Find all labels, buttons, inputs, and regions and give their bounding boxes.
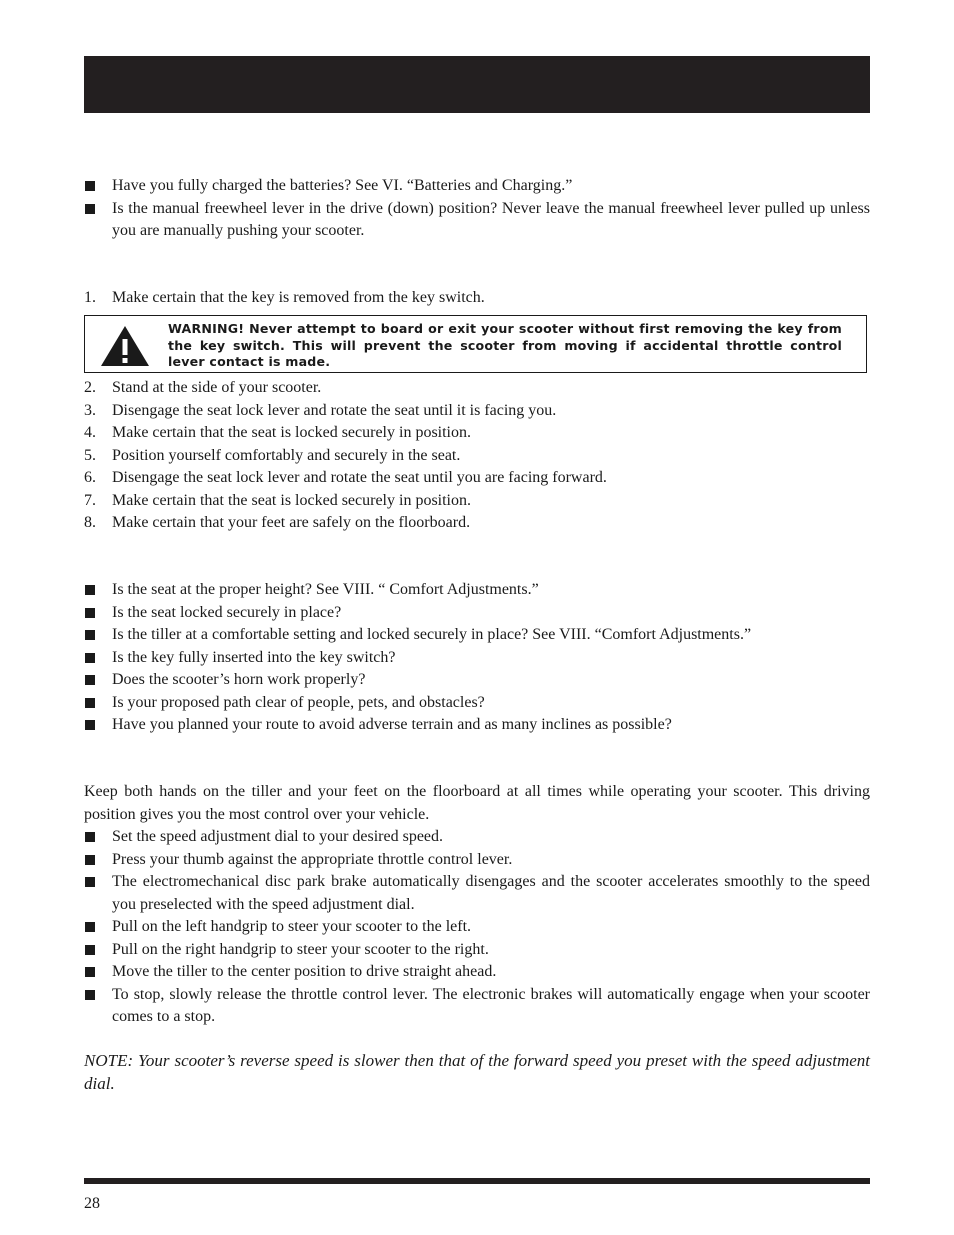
note-section xyxy=(84,1049,870,1095)
footer-rule xyxy=(84,1178,870,1184)
warning-triangle-icon xyxy=(100,325,150,367)
list-item: Is the key fully inserted into the key switch? xyxy=(84,647,870,670)
checks-list xyxy=(84,579,870,737)
driving-section xyxy=(84,781,870,1029)
step-number: 6. xyxy=(84,469,96,486)
list-item: Pull on the right handgrip to steer your scooter to the right. xyxy=(84,939,870,962)
step-number: 2. xyxy=(84,379,96,396)
list-item: Press your thumb against the appropriate throttle control lever. xyxy=(84,849,870,872)
prechecks-list xyxy=(84,175,870,243)
list-item: Set the speed adjustment dial to your desired speed. xyxy=(84,826,870,849)
driving-list xyxy=(84,826,870,1029)
list-item xyxy=(84,287,870,310)
list-item: To stop, slowly release the throttle control lever. The electronic brakes will automatically engage when your scooter comes to a stop. xyxy=(84,984,870,1029)
list-item: Move the tiller to the center position to drive straight ahead. xyxy=(84,961,870,984)
boarding-steps-start xyxy=(84,287,870,310)
note-text: NOTE: Your scooter’s reverse speed is slower then that of the forward speed you preset with the speed adjustment dial. xyxy=(84,1051,870,1093)
warning-text: WARNING! Never attempt to board or exit your scooter without first removing the key from the key switch. This will prevent the scooter from moving if accidental throttle control lever contact is made. xyxy=(168,321,842,369)
list-item xyxy=(84,490,870,513)
step-text: Disengage the seat lock lever and rotate the seat until you are facing forward. xyxy=(112,469,607,486)
step-text: Make certain that your feet are safely on the floorboard. xyxy=(112,514,471,531)
list-item xyxy=(84,467,870,490)
step-number: 7. xyxy=(84,491,96,509)
step-number: 3. xyxy=(84,401,96,419)
step-number: 4. xyxy=(84,424,96,441)
list-item: Does the scooter’s horn work properly? xyxy=(84,669,870,692)
step-text: Make certain that the seat is locked securely in position. xyxy=(112,424,471,441)
list-item: Is the seat at the proper height? See VIII. “ Comfort Adjustments.” xyxy=(84,579,870,602)
list-item: Is the tiller at a comfortable setting and locked securely in place? See VIII. “Comfort Adjustments.” xyxy=(84,624,870,647)
list-item: Is the manual freewheel lever in the drive (down) position? Never leave the manual freewheel lever pulled up unless you are manually pushing your scooter. xyxy=(84,198,870,243)
list-item xyxy=(84,445,870,468)
list-item xyxy=(84,422,870,445)
step-number: 1. xyxy=(84,289,96,306)
list-item: Have you fully charged the batteries? See VI. “Batteries and Charging.” xyxy=(84,175,870,198)
boarding-step-1 xyxy=(84,287,870,310)
list-item xyxy=(84,512,870,535)
boarding-steps-list xyxy=(84,377,870,535)
step-number: 8. xyxy=(84,514,96,531)
list-item: Have you planned your route to avoid adverse terrain and as many inclines as possible? xyxy=(84,714,870,737)
page-number: 28 xyxy=(84,1195,100,1212)
step-number: 5. xyxy=(84,446,96,464)
list-item: Is your proposed path clear of people, pets, and obstacles? xyxy=(84,692,870,715)
list-item: Is the seat locked securely in place? xyxy=(84,602,870,625)
driving-intro: Keep both hands on the tiller and your feet on the floorboard at all times while operating your scooter. This driving position gives you the most control over your vehicle. xyxy=(84,783,870,823)
prechecks-section xyxy=(84,175,870,243)
step-text: Disengage the seat lock lever and rotate the seat until it is facing you. xyxy=(112,401,557,419)
step-text: Make certain that the key is removed from the key switch. xyxy=(112,289,485,306)
warning-box xyxy=(84,315,867,373)
list-item xyxy=(84,377,870,400)
step-text: Position yourself comfortably and securely in the seat. xyxy=(112,446,461,464)
step-text: Stand at the side of your scooter. xyxy=(112,379,322,396)
pre-drive-checks xyxy=(84,579,870,737)
list-item: Pull on the left handgrip to steer your scooter to the left. xyxy=(84,916,870,939)
step-text: Make certain that the seat is locked securely in position. xyxy=(112,491,471,509)
header-bar xyxy=(84,56,870,113)
boarding-steps xyxy=(84,377,870,535)
list-item xyxy=(84,400,870,423)
list-item: The electromechanical disc park brake automatically disengages and the scooter accelerates smoothly to the speed you preselected with the speed adjustment dial. xyxy=(84,871,870,916)
